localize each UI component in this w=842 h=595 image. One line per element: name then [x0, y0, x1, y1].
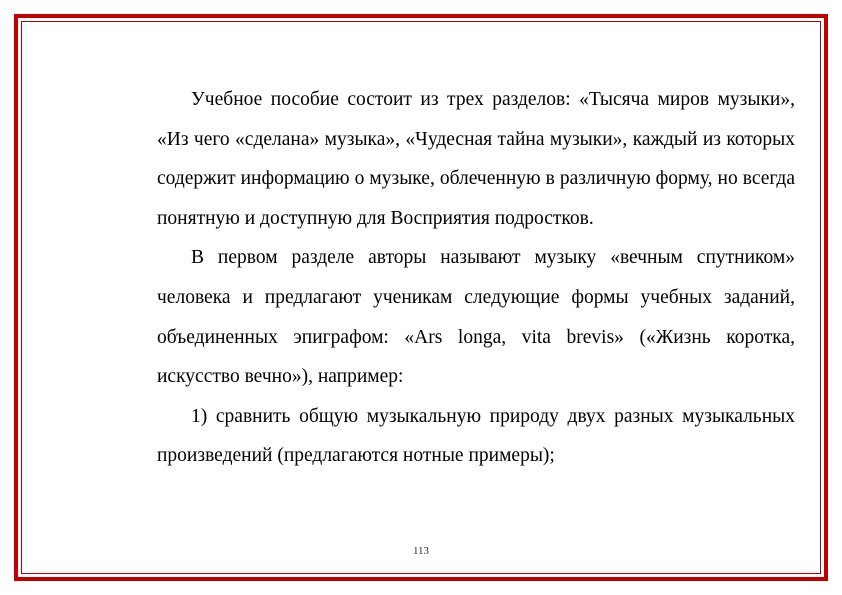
paragraph-2: В первом разделе авторы называют музыку «вечным спутником» человека и предлагают ученикам следующие формы учебных заданий, объединенных эпиграфом: «Ars longa, vita brevis» («Жизнь коротка, искусство вечно»), например:	[157, 247, 795, 388]
paragraph-3: 1) сравнить общую музыкальную природу двух разных музыкальных произведений (предлагаются нотные примеры);	[157, 405, 795, 467]
body-text	[157, 80, 795, 476]
page-number: 113	[412, 545, 430, 557]
paragraph-1: Учебное пособие состоит из трех разделов: «Тысяча миров музыки», «Из чего «сделана» музыка», «Чудесная тайна музыки», каждый из которых содержит информацию о музыке, облеченную в различную форму, но всегда понятную и доступную для Восприятия подростков.	[157, 89, 795, 229]
